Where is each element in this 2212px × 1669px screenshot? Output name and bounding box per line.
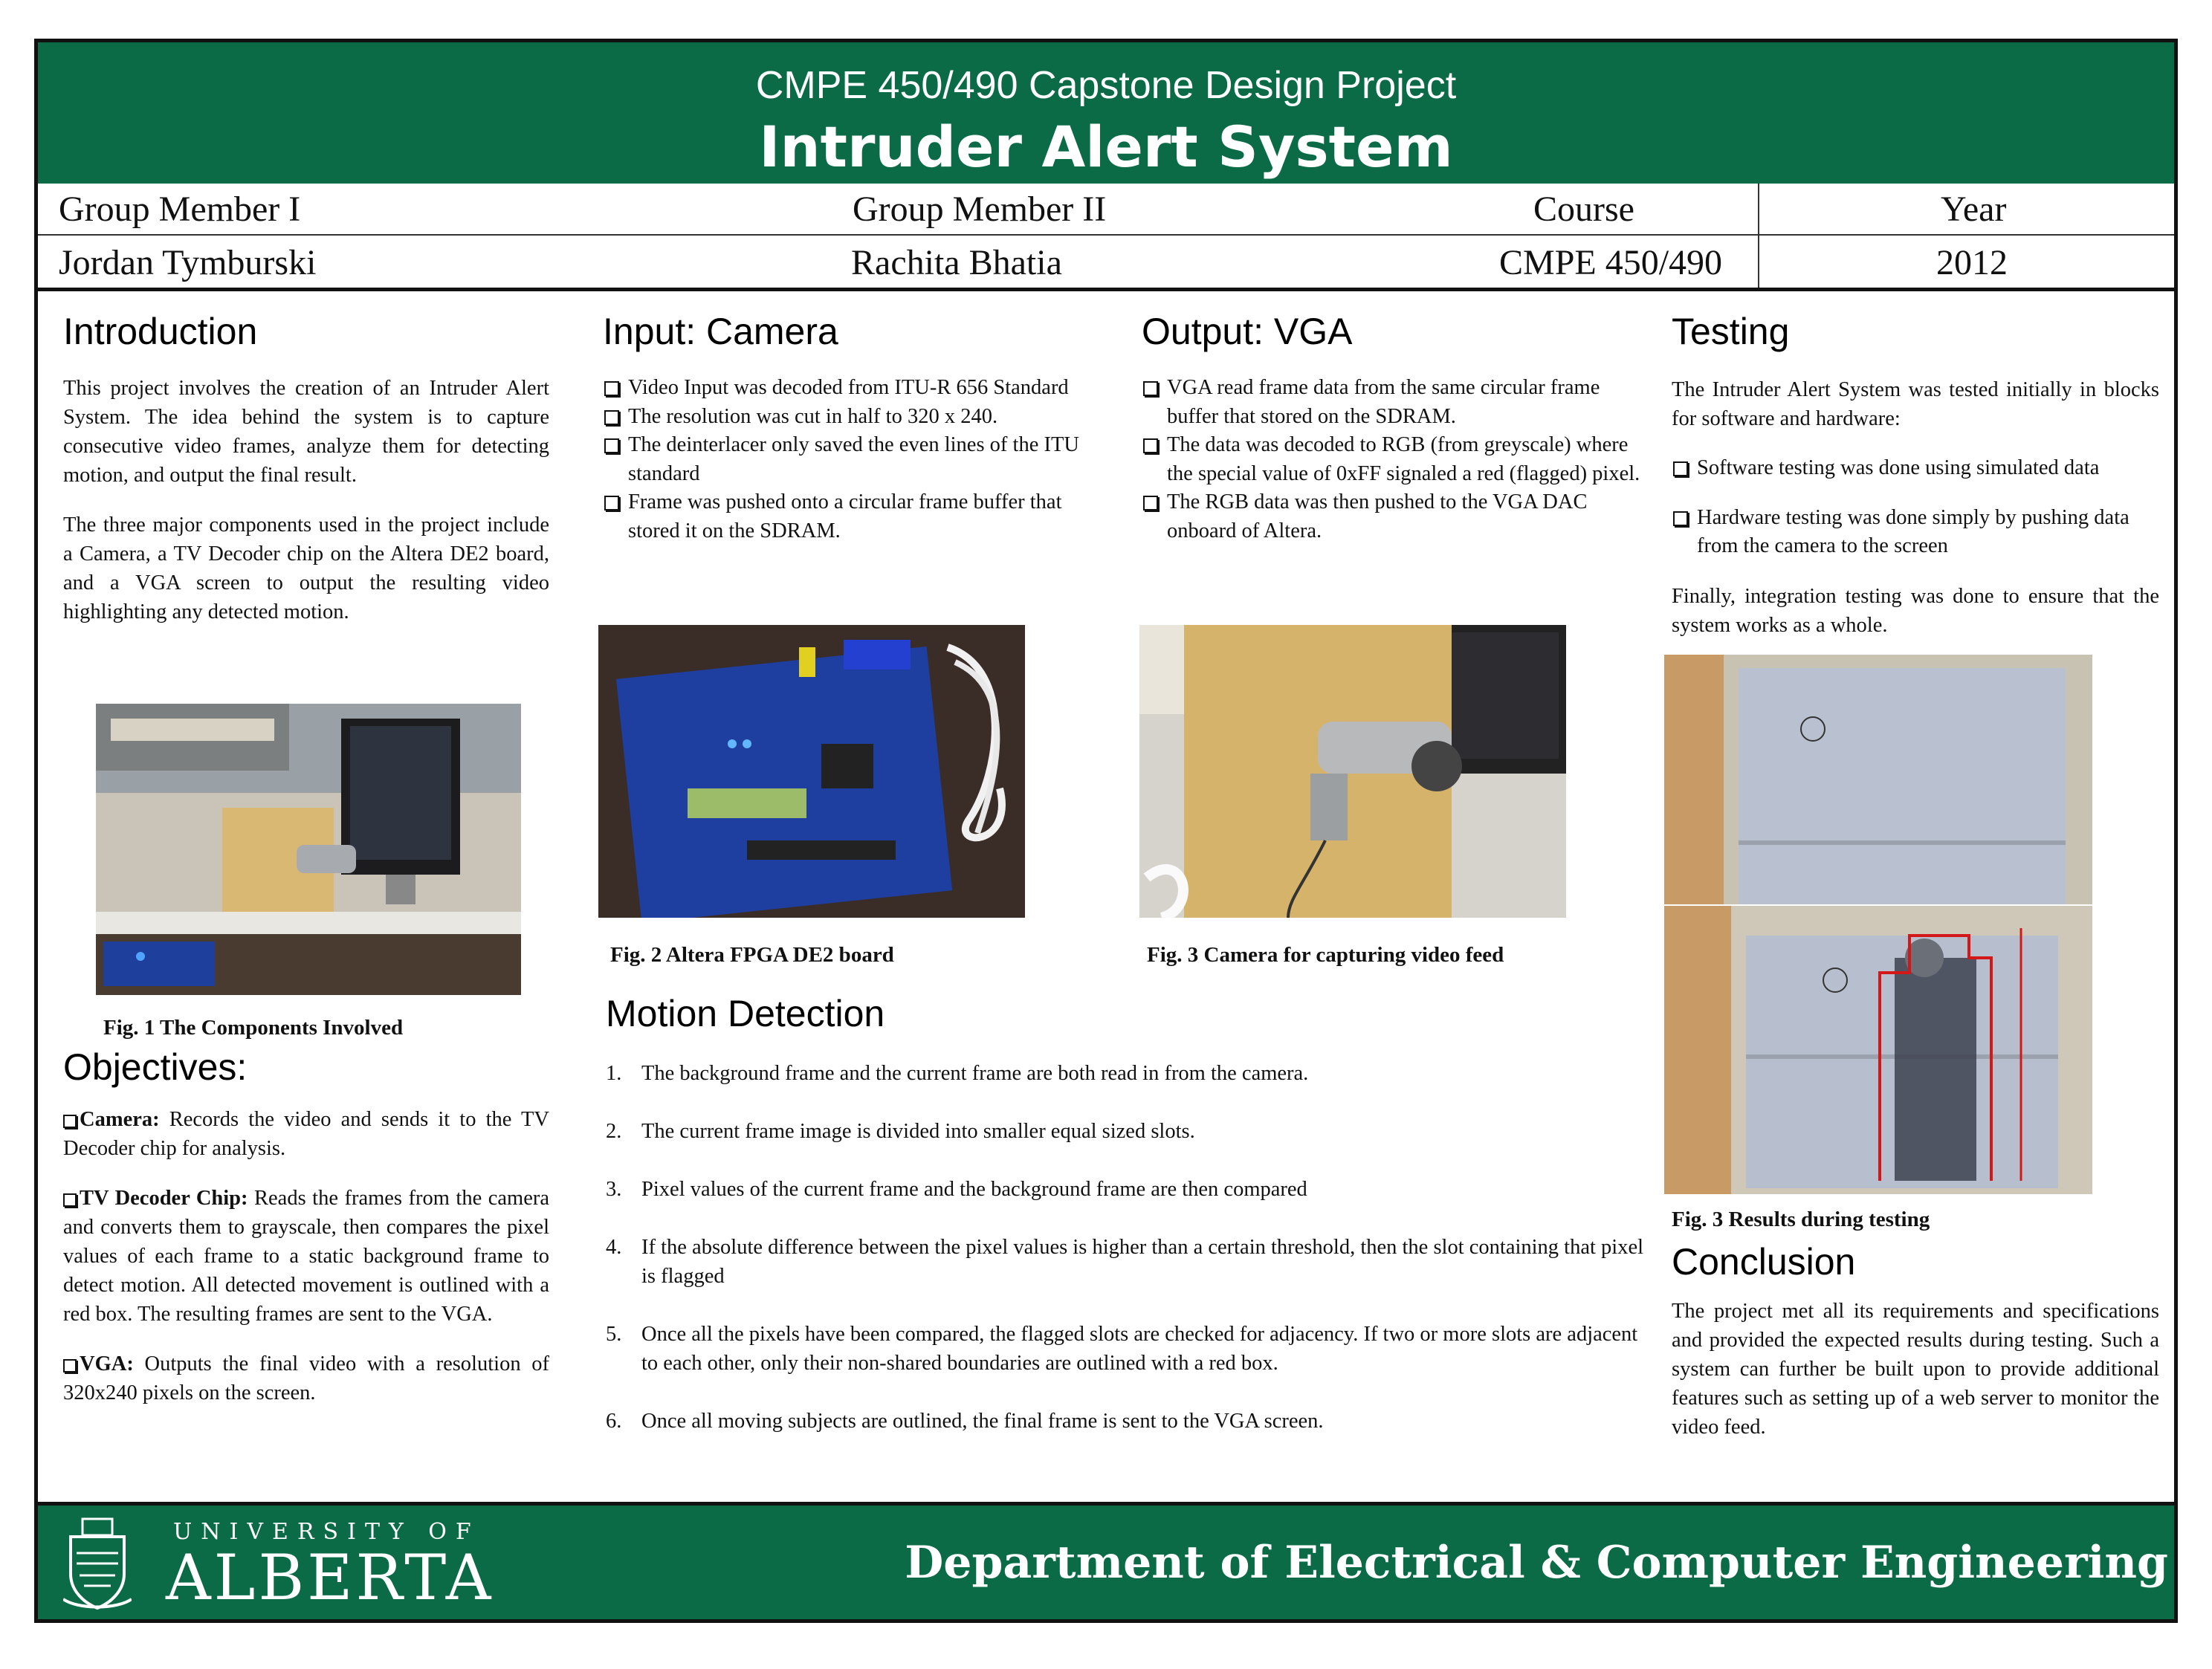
objective-decoder-text: Reads the frames from the camera and converts them to grayscale, then compares the pixel values of each frame to a static background frame to detect motion. All detected movement is outlined with a red box. The resulting frames are sent to the VGA. <box>63 1187 549 1326</box>
value-member-2: Rachita Bhatia <box>851 243 1062 282</box>
objective-decoder <box>63 1184 549 1329</box>
header-banner <box>38 42 2174 184</box>
university-crest-icon <box>63 1516 132 1611</box>
objective-decoder-label: TV Decoder Chip: <box>80 1187 248 1210</box>
vga-bullet-list <box>1142 374 1655 545</box>
conclusion-column <box>1672 1240 2159 1462</box>
camera-heading: Input: Camera <box>603 311 838 352</box>
fig1-components-photo <box>96 704 521 995</box>
value-member-1: Jordan Tymburski <box>59 243 317 282</box>
objective-vga-label: VGA: <box>80 1352 134 1375</box>
label-member-2: Group Member II <box>853 189 1107 229</box>
objectives-column <box>63 1046 549 1428</box>
conclusion-heading: Conclusion <box>1672 1241 1856 1283</box>
camera-bullet: The deinterlacer only saved the even lines of the ITU standard <box>603 431 1114 488</box>
intro-column <box>63 310 549 647</box>
label-year: Year <box>1941 189 2007 229</box>
poster-title: Intruder Alert System <box>759 114 1453 180</box>
vga-column <box>1142 310 1655 545</box>
testing-fig-caption: Fig. 3 Results during testing <box>1672 1208 1930 1231</box>
testing-bullet: Software testing was done using simulated data <box>1672 454 2159 483</box>
motion-section <box>606 992 1654 1465</box>
testing-bullet: Hardware testing was done simply by pushing data from the camera to the screen <box>1672 504 2159 561</box>
camera-bullet: Video Input was decoded from ITU-R 656 Standard <box>603 374 1114 403</box>
info-table <box>38 184 2174 291</box>
intro-paragraph-1: This project involves the creation of an Intruder Alert System. The idea behind the system is to capture consecutive video frames, analyze them for detecting motion, and output the final result. <box>63 377 549 487</box>
motion-step: 3. Pixel values of the current frame and the background frame are then compared <box>606 1178 1307 1201</box>
fig3-camera-photo <box>1139 625 1566 918</box>
value-year: 2012 <box>1936 243 2008 282</box>
testing-bullet-list <box>1672 454 2159 561</box>
objective-camera-label: Camera: <box>80 1108 160 1131</box>
fig2-fpga-board-photo <box>598 625 1025 918</box>
camera-bullet: The resolution was cut in half to 320 x 240. <box>603 403 1114 432</box>
vga-heading: Output: VGA <box>1142 311 1353 352</box>
poster <box>34 39 2178 1623</box>
table-divider <box>1758 184 1759 288</box>
fig1-caption: Fig. 1 The Components Involved <box>103 1016 404 1040</box>
footer-banner <box>38 1502 2174 1619</box>
info-label-row <box>38 184 2174 236</box>
info-value-row <box>38 237 2174 289</box>
motion-step: 6. Once all moving subjects are outlined, the final frame is sent to the VGA screen. <box>606 1410 1324 1433</box>
motion-step: 1. The background frame and the current frame are both read in from the camera. <box>606 1062 1309 1085</box>
camera-bullet: Frame was pushed onto a circular frame buffer that stored it on the SDRAM. <box>603 488 1114 545</box>
university-name-top: UNIVERSITY OF <box>173 1519 480 1545</box>
testing-closing: Finally, integration testing was done to ensure that the system works as a whole. <box>1672 584 2159 637</box>
objective-camera-text: Records the video and sends it to the TV Decoder chip for analysis. <box>63 1108 549 1160</box>
motion-step: 2. The current frame image is divided into smaller equal sized slots. <box>606 1120 1195 1143</box>
motion-heading: Motion Detection <box>606 993 885 1034</box>
objective-vga <box>63 1349 549 1407</box>
course-subtitle: CMPE 450/490 Capstone Design Project <box>755 64 1457 107</box>
vga-bullet: The data was decoded to RGB (from greyscale) where the special value of 0xFF signaled a red (flagged) pixel. <box>1142 431 1655 488</box>
label-member-1: Group Member I <box>59 189 301 229</box>
fig3-caption: Fig. 3 Camera for capturing video feed <box>1147 943 1504 967</box>
vga-bullet: VGA read frame data from the same circular frame buffer that stored on the SDRAM. <box>1142 374 1655 431</box>
vga-bullet: The RGB data was then pushed to the VGA DAC onboard of Altera. <box>1142 488 1655 545</box>
department-name: Department of Electrical & Computer Engineering <box>905 1537 2168 1589</box>
introduction-heading: Introduction <box>63 311 258 352</box>
camera-bullet-list <box>603 374 1114 545</box>
motion-step: 4. If the absolute difference between the pixel values is higher than a certain threshold, then the slot containing that pixel is flagged <box>606 1236 1644 1288</box>
intro-paragraph-2: The three major components used in the project include a Camera, a TV Decoder chip on the Altera DE2 board, and a VGA screen to output the resulting video highlighting any detected motion. <box>63 513 549 623</box>
testing-photo-detected-person <box>1664 906 2092 1194</box>
motion-step: 5. Once all the pixels have been compared, the flagged slots are checked for adjacency. If two or more slots are adjacent to each other, only their non-shared boundaries are outlined with a red box. <box>606 1323 1638 1375</box>
testing-column <box>1672 310 2159 661</box>
objective-vga-text: Outputs the final video with a resolution of 320x240 pixels on the screen. <box>63 1352 549 1404</box>
objective-camera <box>63 1105 549 1163</box>
testing-heading: Testing <box>1672 311 1790 352</box>
conclusion-text: The project met all its requirements and specifications and provided the expected results during testing. Such a system can further be built upon to provide additional features such as setting up of a web server to monitor the video feed. <box>1672 1300 2159 1439</box>
fig2-caption: Fig. 2 Altera FPGA DE2 board <box>610 943 894 967</box>
testing-intro: The Intruder Alert System was tested initially in blocks for software and hardware: <box>1672 378 2159 430</box>
camera-column <box>603 310 1114 545</box>
university-name-main: ALBERTA <box>166 1541 494 1614</box>
label-course: Course <box>1533 189 1634 229</box>
objectives-heading: Objectives: <box>63 1046 248 1088</box>
motion-steps-list <box>606 1059 1654 1436</box>
value-course: CMPE 450/490 <box>1499 243 1723 282</box>
testing-photo-empty-screen <box>1664 655 2092 904</box>
